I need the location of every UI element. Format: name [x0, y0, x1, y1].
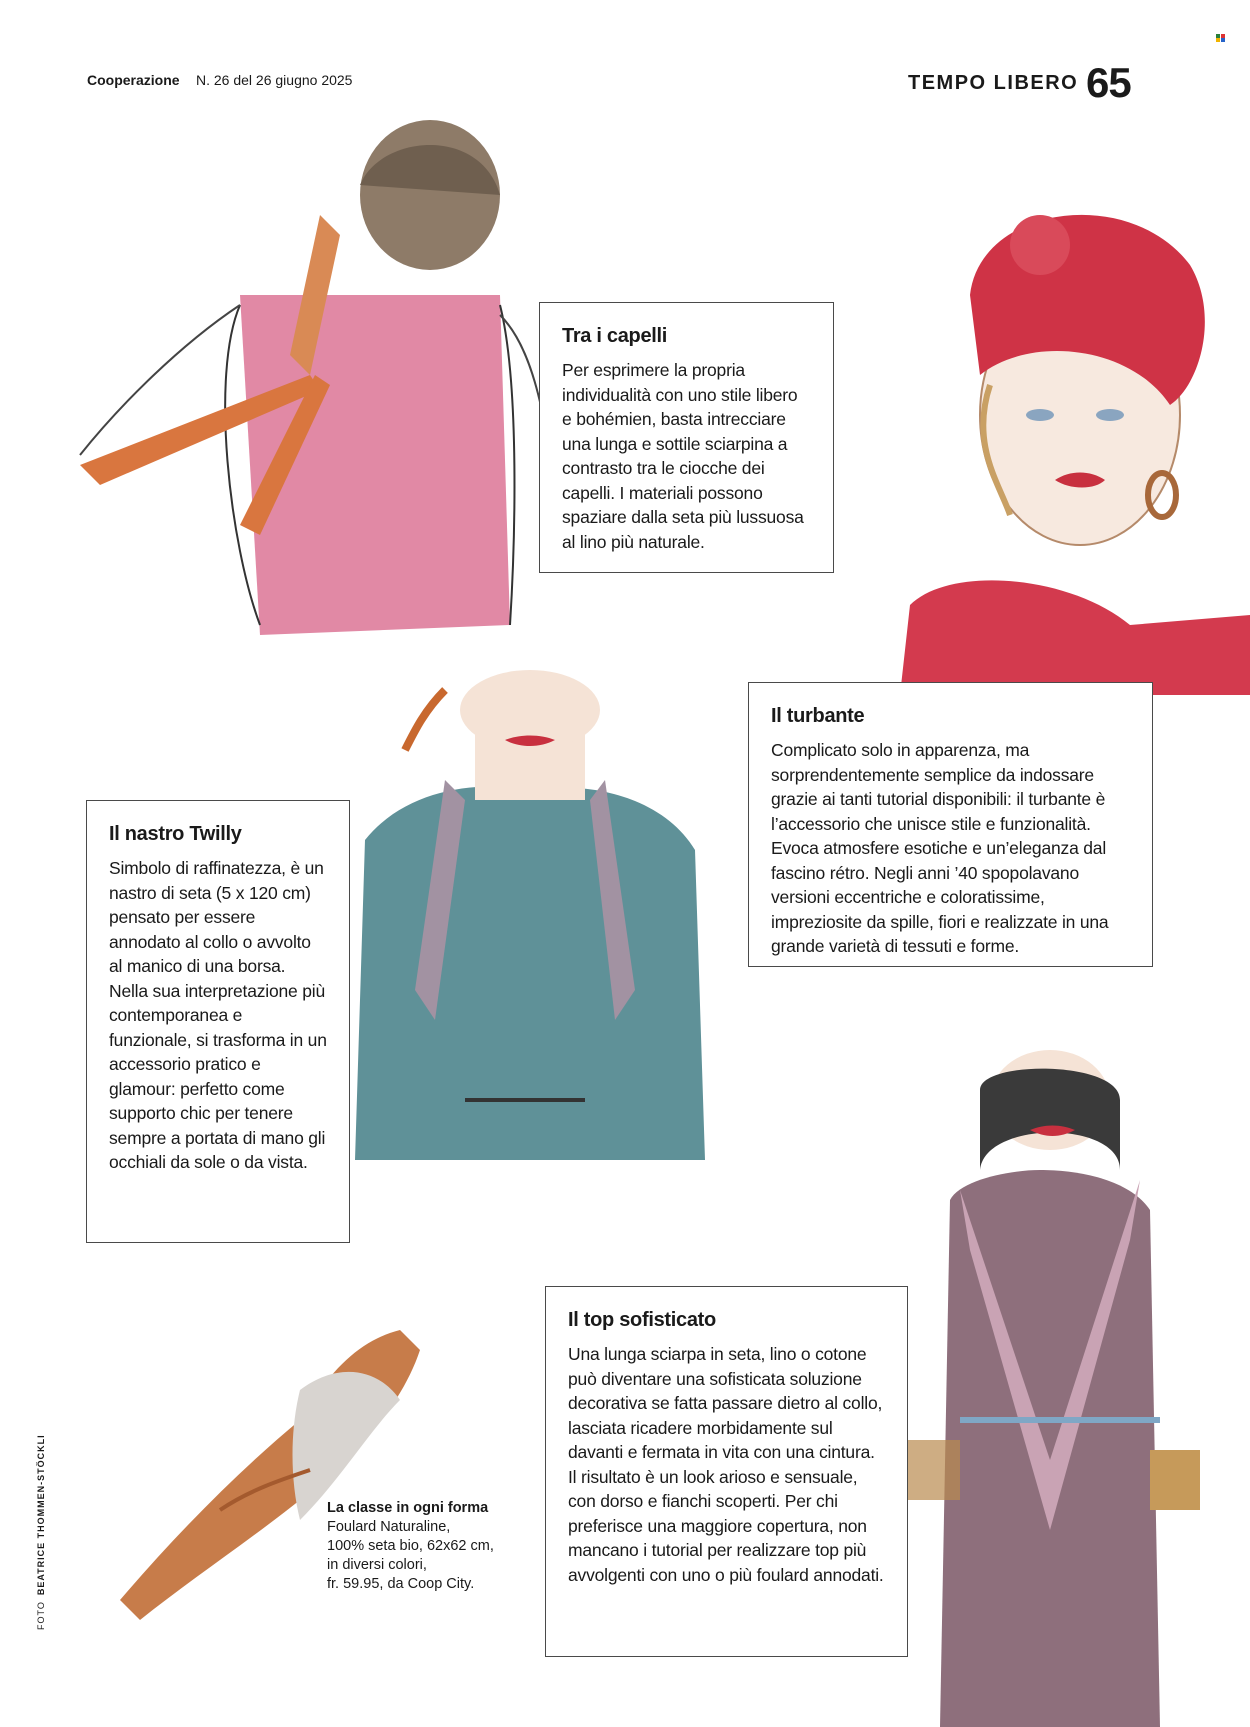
article-body: Simbolo di raffinatezza, è un nastro di seta (5 x 120 cm) pensato per essere annodato al collo o avvolto al manico di una borsa. Nella sua interpretazione più contemporanea e funzionale, si trasforma in un accessorio pratico e glamour: perfetto come supporto chic per tenere sempre a portata di mano gli occhiali da sole o da vista. — [109, 858, 327, 1172]
product-line: fr. 59.95, da Coop City. — [327, 1576, 475, 1592]
photo-credit-name: BEATRICE THOMMEN-STÖCKLI — [36, 1434, 46, 1596]
article-title: Tra i capelli — [562, 325, 668, 347]
product-title: La classe in ogni forma — [327, 1500, 489, 1516]
article-body: Complicato solo in apparenza, ma sorprendentemente semplice da indossare grazie ai tanti tutorial disponibili: il turbante è l’accessorio che unisce stile e funzionalità. Evoca atmosfere esotiche e un’eleganza dal fascino rétro. Negli anni ’40 spopolavano versioni eccentriche e coloratissime, impreziosite da spille, fiori e realizzate in una grande varietà di tessuti e forme. — [771, 740, 1109, 956]
issue-date: N. 26 del 26 giugno 2025 — [196, 72, 353, 88]
section-title: TEMPO LIBERO — [908, 72, 1079, 94]
product-line: Foulard Naturaline, — [327, 1519, 451, 1535]
product-line: 100% seta bio, 62x62 cm, — [327, 1538, 494, 1554]
article-title: Il nastro Twilly — [109, 823, 242, 845]
turban-illustration — [870, 185, 1250, 695]
article-title: Il turbante — [771, 705, 865, 727]
twilly-illustration — [345, 690, 715, 1165]
publication-name: Cooperazione — [87, 72, 180, 88]
photo-credit-label: FOTO — [36, 1601, 46, 1630]
article-body: Una lunga sciarpa in seta, lino o cotone può diventare una sofisticata soluzione decorativa se fatta passare dietro al collo, lasciata ricadere morbidamente sul davanti e fermata in vita con una cintura. Il risultato è un look arioso e sensuale, con dorso e fianchi scoperti. Per chi preferisce una maggiore copertura, non mancano i tutorial per realizzare top più avvolgenti con uno o più foulard annodati. — [568, 1344, 884, 1585]
photo-credit — [36, 1434, 46, 1630]
color-mark-icon — [1216, 34, 1225, 42]
page-number: 65 — [1086, 59, 1131, 106]
hair-scarf-illustration — [60, 125, 560, 645]
scarf-top-illustration — [890, 1060, 1230, 1727]
article-hair — [539, 302, 834, 573]
article-body: Per esprimere la propria individualità con uno stile libero e bohémien, basta intrecciare una lunga e sottile sciarpina a contrasto tra le ciocche dei capelli. I materiali possono spaziare dalla seta più lussuosa al lino più naturale. — [562, 360, 804, 552]
product-line: in diversi colori, — [327, 1557, 427, 1573]
product-caption — [327, 1500, 527, 1594]
article-title: Il top sofisticato — [568, 1309, 716, 1331]
article-twilly — [86, 800, 350, 1243]
article-top — [545, 1286, 908, 1657]
article-turban — [748, 682, 1153, 967]
